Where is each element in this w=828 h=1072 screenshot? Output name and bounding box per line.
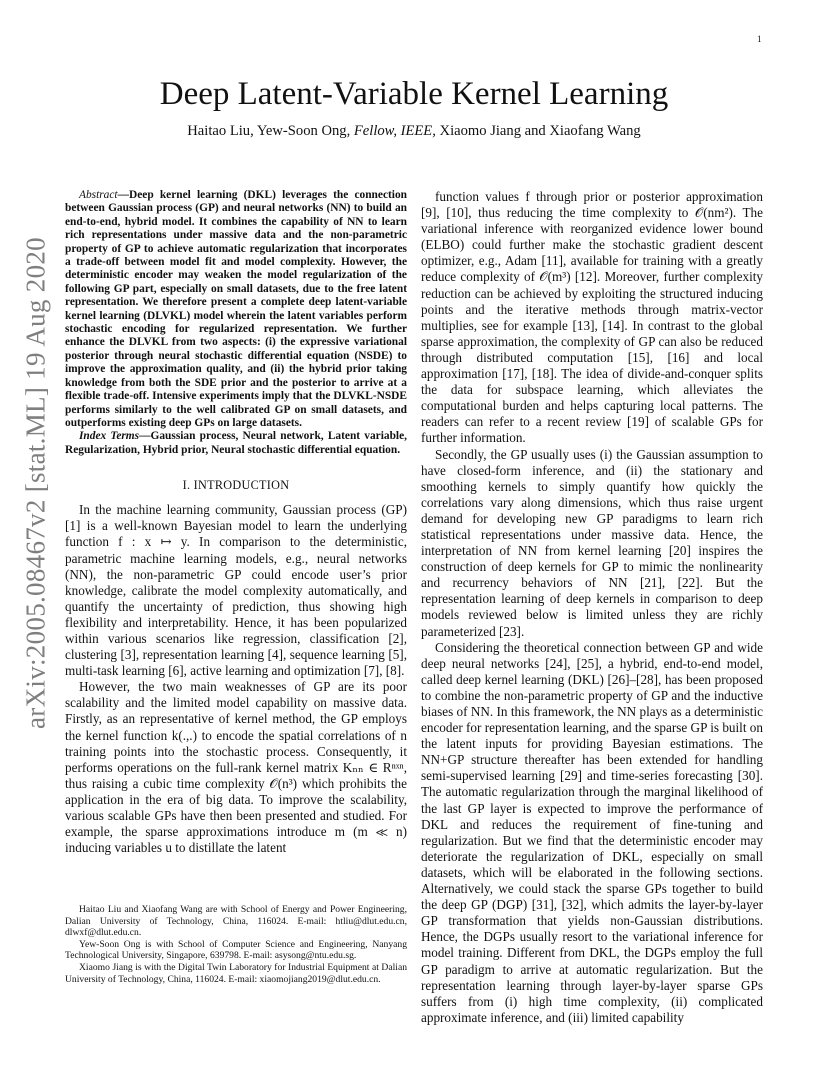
page-number: 1 — [757, 34, 762, 44]
footnote-3: Xiaomo Jiang is with the Digital Twin Laboratory for Industrial Equipment at Dalian University of Technology, China, 116024. E-mail: xiaomojiang2019@dlut.edu.cn. — [65, 961, 407, 985]
footnote-1: Haitao Liu and Xiaofang Wang are with School of Energy and Power Engineering, Dalian University of Technology, China, 116024. E-mail: htliu@dlut.edu.cn, dlwxf@dlut.edu.cn. — [65, 904, 407, 939]
arxiv-stamp-text: arXiv:2005.08467v2 [stat.ML] 19 Aug 2020 — [20, 237, 51, 729]
intro-paragraph-2: However, the two main weaknesses of GP are its poor scalability and the limited model capability on massive data. Firstly, as an representative of kernel method, the GP employs the kernel function k(.,.) to encode the spatial correlations of n training points into the stochastic process. Consequently, it performs operations on the full-rank kernel matrix Kₙₙ ∈ Rⁿˣⁿ, thus raising a cubic time complexity 𝒪(n³) which prohibits the application in the era of big data. To improve the scalability, various scalable GPs have then been presented and studied. For example, the sparse approximations introduce m (m ≪ n) inducing variables u to distillate the latent — [65, 679, 407, 856]
intro-paragraph-1: In the machine learning community, Gaussian process (GP) [1] is a well-known Bayesian model to learn the underlying function f : x ↦ y. In comparison to the deterministic, parametric machine learning models, e.g., neural networks (NN), the non-parametric GP could encode user’s prior knowledge, calibrate the model complexity automatically, and quantify the uncertainty of prediction, thus showing high flexibility and interpretability. Hence, it has been popularized within various scenarios like regression, classification [2], clustering [3], representation learning [4], sequence learning [5], multi-task learning [6], active learning and optimization [7], [8]. — [65, 502, 407, 679]
index-terms — [65, 430, 407, 457]
footnotes — [65, 904, 407, 985]
left-column — [65, 189, 407, 856]
abstract-label: Abstract — [79, 189, 118, 201]
right-column — [421, 189, 763, 1026]
right-paragraph-1: function values f through prior or posterior approximation [9], [10], thus reducing the time complexity to 𝒪(nm²). The variational inference with reorganized evidence lower bound (ELBO) could further make the stochastic gradient descent optimizer, e.g., Adam [11], available for training with a greatly reduce complexity of 𝒪(m³) [12]. Moreover, further complexity reduction can be achieved by exploiting the structured inducing points and the iterative methods through matrix-vector multiplies, see for example [13], [14]. In contrast to the global sparse approximation, the complexity of GP can also be reduced through distributed computation [15], [16] and local approximation [17], [18]. The idea of divide-and-conquer splits the data for subspace learning, which alleviates the computational burden and helps capturing local patterns. The readers can refer to a recent review [19] of scalable GPs for further information. — [421, 189, 763, 446]
section-heading-introduction: I. INTRODUCTION — [182, 478, 290, 493]
right-paragraph-3: Considering the theoretical connection between GP and wide deep neural networks [24], [25], a hybrid, end-to-end model, called deep kernel learning (DKL) [26]–[28], has been proposed to combine the non-parametric property of GP and the inductive biases of NN. In this framework, the NN plays as a deterministic encoder for representation learning, and the sparse GP is built on the latent inputs for providing Bayesian estimations. The NN+GP structure thereafter has been extended for handling semi-supervised learning [29] and time-series forecasting [30]. The automatic regularization through the marginal likelihood of the last GP layer is expected to improve the performance of DKL and reduces the requirement of fine-tuning and regularization. But we find that the deterministic encoder may deteriorate the regularization of DKL, especially on small datasets, which will be elaborated in the following sections. Alternatively, we could stack the sparse GPs together to build the deep GP (DGP) [31], [32], which admits the layer-by-layer GP transformation that yields non-Gaussian distributions. Hence, the DGPs usually resort to the variational inference for model training. Different from DKL, the DGPs employ the full GP paradigm to arrive at automatic regularization. But the representation learning through layer-by-layer sparse GPs suffers from (i) high time complexity, (ii) complicated approximate inference, and (iii) limited capability — [421, 639, 763, 1025]
paper-title: Deep Latent-Variable Kernel Learning — [159, 76, 669, 112]
abstract-text: —Deep kernel learning (DKL) leverages the connection between Gaussian process (GP) and neural networks (NN) to build an end-to-end, hybrid model. It combines the capability of NN to learn rich representations under massive data and the non-parametric property of GP to achieve automatic regularization that incorporates a trade-off between model fit and model complexity. However, the deterministic encoder may weaken the model regularization of the following GP part, especially on small datasets, due to the free latent representation. We therefore present a complete deep latent-variable kernel learning (DLVKL) model wherein the latent variables perform stochastic encoding for regularized representation. We further enhance the DLVKL from two aspects: (i) the expressive variational posterior through neural stochastic differential equation (NSDE) to improve the approximation quality, and (ii) the hybrid prior taking knowledge from both the SDE prior and the posterior to arrive at a flexible trade-off. Intensive experiments imply that the DLVKL-NSDE performs similarly to the well calibrated GP on small datasets, and outperforms existing deep GPs on large datasets. — [65, 189, 407, 429]
abstract — [65, 189, 407, 430]
footnote-2: Yew-Soon Ong is with School of Computer Science and Engineering, Nanyang Technological University, Singapore, 639798. E-mail: asysong@ntu.edu.sg. — [65, 938, 407, 962]
index-terms-label: Index Terms — [79, 430, 140, 443]
authors — [0, 123, 828, 140]
arxiv-stamp — [15, 237, 57, 729]
right-paragraph-2: Secondly, the GP usually uses (i) the Gaussian assumption to have closed-form inference, and (ii) the stationary and smoothing kernels to simply quantify how quickly the correlations vary along dimensions, which thus raise urgent demand for developing new GP paradigms to learn rich statistical representations under massive data. Hence, the interpretation of NN from kernel learning [20] inspires the construction of deep kernels for GP to mimic the nonlinearity and recurrency behaviors of NN [21], [22]. But the representation learning of deep kernels in comparison to deep models reviewed below is limited unless they are richly parameterized [23]. — [421, 446, 763, 639]
authors-fellow: Fellow, IEEE, — [353, 123, 436, 139]
index-terms-text: —Gaussian process, Neural network, Latent variable, Regularization, Hybrid prior, Neural stochastic differential equation. — [65, 430, 407, 456]
authors-names-a: Haitao Liu, Yew-Soon Ong, — [187, 123, 354, 139]
authors-names-b: Xiaomo Jiang and Xiaofang Wang — [435, 123, 641, 139]
